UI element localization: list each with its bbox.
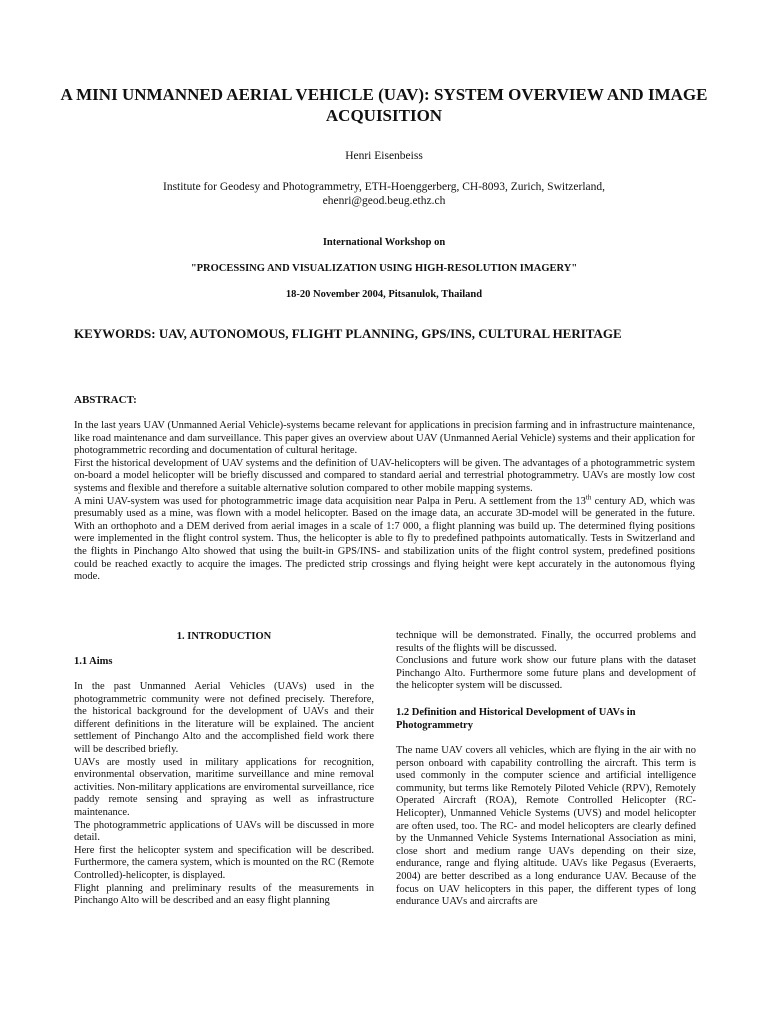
author-name: Henri Eisenbeiss bbox=[345, 150, 423, 162]
body-paragraph: technique will be demonstrated. Finally, the occurred problems and results of the flights will be discussed. bbox=[396, 630, 696, 654]
body-paragraph: The name UAV covers all vehicles, which are flying in the air with no person onboard with capability controlling the aircraft. This term is used commonly in the computer science and artificial intelligence community, but terms like Remotely Piloted Vehicle (RPV), Remotely Operated Aircraft (ROA), Remote Controlled Helicopter (RC-Helicopter), Unmanned Vehicle Systems (UVS) and model helicopter are often used, too. The RC- and model helicopters are clearly defined by the Unmanned Vehicle Systems International Association as mini, close short and medium range UAVs depending on their size, endurance, range and flying altitude. UAVs like Pegasus (Everaerts, 2004) are better described as a long endurance UAV. Because of the focus on UAV helicopters in this paper, the different types of long endurance UAVs and aircrafts are bbox=[396, 744, 696, 908]
workshop-title: "PROCESSING AND VISUALIZATION USING HIGH-RESOLUTION IMAGERY" bbox=[190, 263, 578, 274]
workshop-line-1: International Workshop on bbox=[322, 237, 446, 248]
abstract-paragraph: In the last years UAV (Unmanned Aerial Vehicle)-systems became relevant for applications in precision farming and in infrastructure maintenance, like road maintenance and dam surveillance. This paper gives an overview about UAV (Unmanned Aerial Vehicle) systems and their application for photogrammetric recording and documentation of cultural heritage. bbox=[74, 420, 695, 457]
subsection-heading-definition: 1.2 Definition and Historical Development of UAVs in Photogrammetry bbox=[396, 706, 636, 731]
abstract-body bbox=[74, 420, 695, 584]
abstract-paragraph: First the historical development of UAV systems and the definition of UAV-helicopters will be given. The advantages of a photogrammetric system on-board a model helicopter will be briefly discussed and compared to standard aerial and terrestrial photogrammetry. UAVs are mostly low cost systems and flexible and therefore a suitable alternative solution compared to other mobile mapping systems. bbox=[74, 457, 695, 494]
abstract-text: century AD, which was presumably used as a mine, was flown with a model helicopter. Based on the image data, an accurate 3D-model will be generated in the future. With an orthophoto and a DEM derived from aerial images in a scale of 1:7 000, a flight planning was build up. The determined flying positions were implemented in the flight control system. Thus, the helicopter is able to fly to predefined pathpoints automatically. Tests in Switzerland and the flights in Pinchango Alto showed that using the built-in GPS/INS- and stabilization units of the flight control system, predefined positions could be reached exactly to acquire the images. The predicted strip crossings and flying height were kept accurately in the autonomous flying mode. bbox=[74, 495, 695, 583]
section-heading-introduction: 1. INTRODUCTION bbox=[176, 631, 272, 642]
workshop-date-place: 18-20 November 2004, Pitsanulok, Thailand bbox=[285, 289, 483, 300]
subsection-heading-aims: 1.1 Aims bbox=[74, 656, 113, 667]
body-paragraph: Here first the helicopter system and specification will be described. Furthermore, the camera system, which is mounted on the RC (Remote Controlled)-helicopter, is displayed. bbox=[74, 844, 374, 881]
author-email: ehenri@geod.beug.ethz.ch bbox=[322, 195, 446, 207]
spacer bbox=[396, 693, 696, 706]
superscript: th bbox=[585, 493, 592, 502]
body-paragraph: Conclusions and future work show our future plans with the dataset Pinchango Alto. Furthermore some future plans and development of the helicopter system will be discussed. bbox=[396, 655, 696, 692]
paper-title: A MINI UNMANNED AERIAL VEHICLE (UAV): SYSTEM OVERVIEW AND IMAGE ACQUISITION bbox=[60, 85, 708, 125]
left-column bbox=[74, 630, 374, 908]
body-paragraph: UAVs are mostly used in military applications for recognition, environmental observation, maritime surveillance and mine removal activities. Non-military applications are enviromental surveillance, rice paddy remote sensing and spraying as well as infrastructure maintenance. bbox=[74, 756, 374, 818]
right-column bbox=[396, 630, 696, 909]
keywords: KEYWORDS: UAV, AUTONOMOUS, FLIGHT PLANNING, GPS/INS, CULTURAL HERITAGE bbox=[74, 326, 622, 341]
abstract-heading: ABSTRACT: bbox=[74, 394, 137, 406]
affiliation: Institute for Geodesy and Photogrammetry, ETH-Hoenggerberg, CH-8093, Zurich, Switzerland, bbox=[162, 181, 605, 193]
affiliation-block bbox=[60, 180, 708, 208]
abstract-text: A mini UAV-system was used for photogrammetric image data acquisition near Palpa in Peru. A settlement from the 13 bbox=[74, 495, 586, 507]
abstract-paragraph bbox=[74, 493, 695, 584]
body-paragraph: In the past Unmanned Aerial Vehicles (UAVs) used in the photogrammetric community were not defined precisely. Therefore, the historical background for the development of UAVs and their different definitions in the literature will be explained. The ancient settlement of Pinchango Alto and the accomplished field work there will be described briefly. bbox=[74, 681, 374, 755]
body-paragraph: Flight planning and preliminary results of the measurements in Pinchango Alto will be described and an easy flight planning bbox=[74, 882, 374, 907]
body-paragraph: The photogrammetric applications of UAVs will be discussed in more detail. bbox=[74, 819, 374, 844]
